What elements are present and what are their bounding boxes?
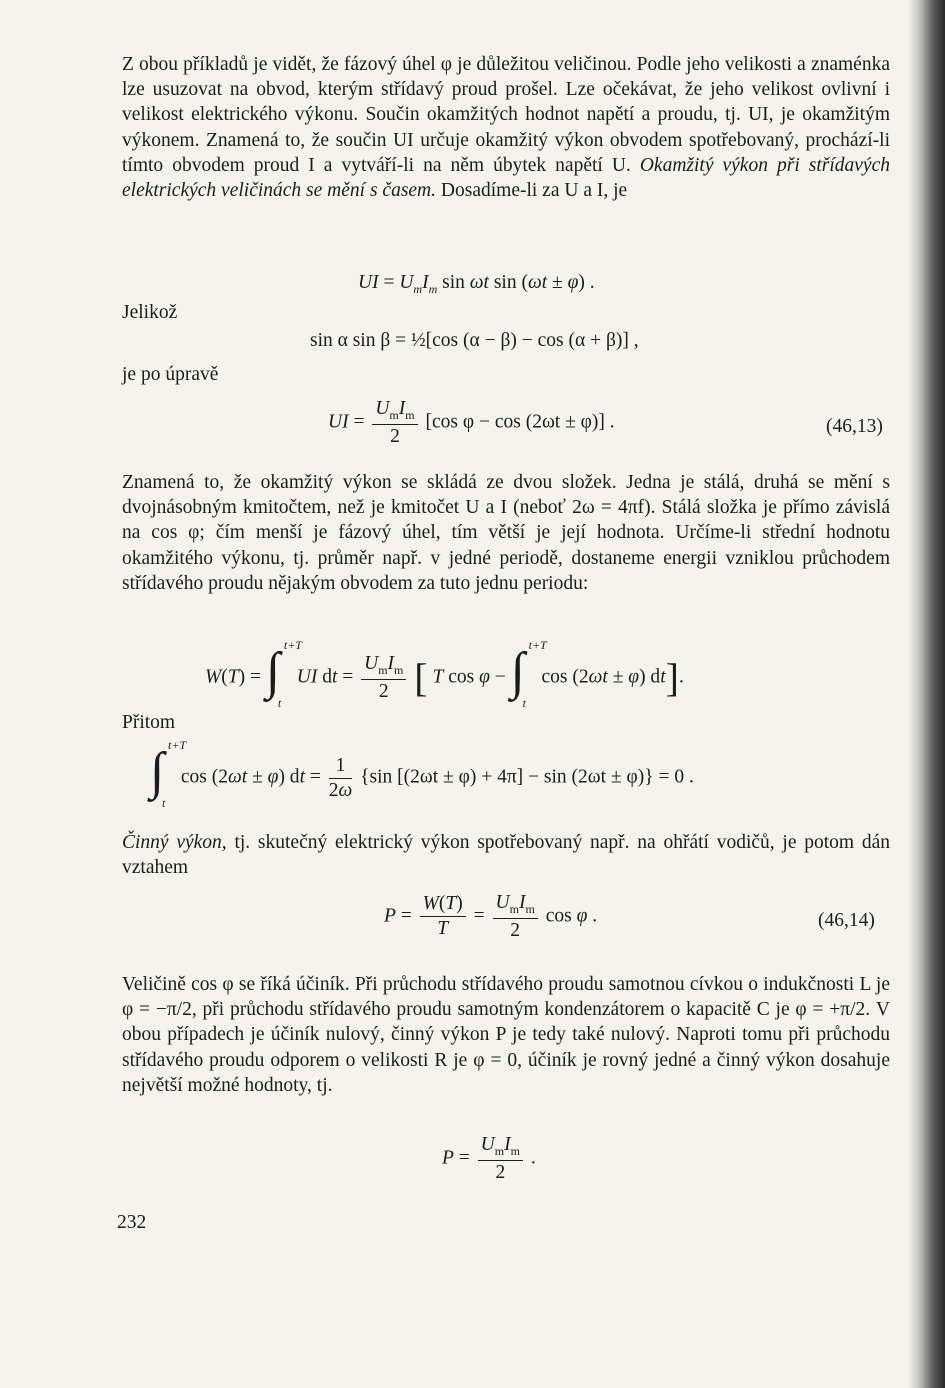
paragraph-text: Z obou příkladů je vidět, že fázový úhel φ je důležitou veličinou. Podle jeho velikosti a znaménka lze usuzovat na obvod, kterým střídavý proud prošel. Lze očekávat, že jeho velikost ovlivní i velikost elektrického výkonu. Součin okamžitých hodnot napětí a proudu, tj. UI, je okamžitým výkonem. Znamená to, že součin UI určuje okamžitý výkon obvodem spotřebovaný, prochází-li tímto obvodem proud I a vytváří-li na něm úbytek napětí U. — [122, 54, 890, 176]
label-jelikoz: Jelikož — [122, 302, 178, 323]
equation-number-46-14: (46,14) — [818, 910, 875, 931]
term-cinny-vykon: Činný výkon, — [122, 832, 227, 853]
equation-cos-integral-zero: ∫ t+T t cos (2ωt ± φ) dt = $\frac{1}{2\omega}$ {sin [(2ωt ± φ) + 4π] − sin (2ωt ± φ)} = 0 . — [150, 738, 694, 810]
integral-sign: ∫ t+T t — [265, 638, 302, 710]
paragraph-phase-angle — [122, 52, 890, 203]
fraction-umim-over-2: $\frac{U_mI_m}{2}$ — [372, 398, 417, 448]
fraction-umim-over-2: $\frac{U_mI_m}{2}$ — [493, 892, 538, 942]
fraction-w-over-t: $\frac{W(T)}{T}$ — [420, 893, 466, 940]
equation-max-power: P = $\frac{U_mI_m}{2}$ . — [442, 1134, 536, 1183]
paragraph-two-components: Znamená to, že okamžitý výkon se skládá ze dvou složek. Jedna je stálá, druhá se mění s dvojnásobným kmitočtem, než je kmitočet U a I (neboť 2ω = 4πf). Stálá složka je přímo závislá na cos φ; čím menší je fázový úhel, tím větší je její hodnota. Určíme-li střední hodnotu okamžitého výkonu, tj. průměr např. v jedné periodě, dostaneme energii vzniklou průchodem střídavého proudu nějakým obvodem za tuto jednu periodu: — [122, 472, 890, 594]
paragraph-power-factor: Veličině cos φ se říká účiník. Při průchodu střídavého proudu samotnou cívkou o indukčnosti L je φ = −π/2, při průchodu střídavého proudu samotným kondenzátorem o kapacitě C je φ = +π/2. V obou případech je účiník nulový, činný výkon P je tedy také nulový. Naproti tomu při průchodu střídavého proudu odporem o velikosti R je φ = 0, účiník je rovný jedné a činný výkon dosahuje největší možné hodnoty, tj. — [122, 974, 890, 1096]
label-po-uprave: je po úpravě — [122, 364, 219, 385]
equation-instant-power: UI = $U_mI_m$ sin ωt sin (ωt ± φ) . — [358, 272, 595, 296]
equation-cos-integral-body: {sin [(2ωt ± φ) + 4π] − sin (2ωt ± φ)} = 0 . — [360, 766, 694, 788]
integral-sign: ∫ t+T t — [150, 738, 187, 810]
fraction-umim-over-2: $\frac{U_mI_m}{2}$ — [361, 653, 406, 703]
book-spine-shadow — [907, 0, 945, 1388]
fraction-1-over-2omega: $\frac{1}{2\omega}$ — [328, 754, 353, 801]
paragraph-text-end: Dosadíme-li za U a I, je — [436, 180, 628, 202]
paragraph-italic-text: Okamžitý výkon při střídavých elektrických veličinách se mění s časem. — [122, 154, 890, 202]
equation-46-14: P = $\frac{W(T)}{T}$ = $\frac{U_mI_m}{2}$ cos φ . — [384, 892, 598, 941]
integral-sign: ∫ t+T t — [510, 638, 547, 710]
equation-46-13: UI = $\frac{U_mI_m}{2}$ [cos φ − cos (2ωt ± φ)] . — [328, 398, 615, 447]
equation-number-46-13: (46,13) — [826, 416, 883, 437]
page-number: 232 — [117, 1212, 147, 1233]
paragraph-text: tj. skutečný elektrický výkon spotřebovaný např. na ohřátí vodičů, je potom dán vztahem — [122, 832, 890, 879]
equation-46-13-body: [cos φ − cos (2ωt ± φ)] . — [425, 411, 615, 433]
label-pritom: Přitom — [122, 712, 176, 733]
fraction-umim-over-2: $\frac{U_mI_m}{2}$ — [478, 1134, 523, 1184]
equation-product-identity: sin α sin β = ½[cos (α − β) − cos (α + β)] , — [310, 330, 639, 351]
equation-energy-period: W(T) = ∫ t+T t UI dt = $\frac{U_mI_m}{2}$ [ T cos φ − ∫ t+T t cos (2ωt ± φ) dt]. — [205, 638, 684, 710]
paragraph-active-power — [122, 830, 890, 880]
